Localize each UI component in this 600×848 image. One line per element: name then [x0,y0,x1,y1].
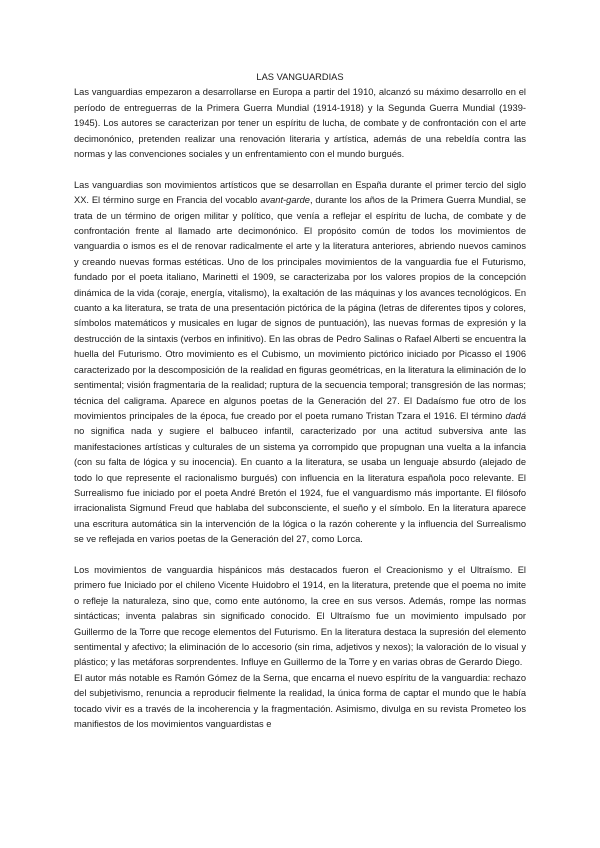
paragraph-movements [74,178,526,548]
italic-term-dada: dadá [505,410,526,421]
paragraph-text: Los movimientos de vanguardia hispánicos más destacados fueron el Creacionismo y el Ultraísmo. El primero fue Iniciado por el chileno Vicente Huidobro el 1914, en la literatura, pretende que el poema no imite o refleje la naturaleza, sino que, como ente autónomo, la cree en sus versos. Además, rompe las normas sintácticas; inventa palabras sin significado conocido. El Ultraísmo fue un movimiento impulsado por Guillermo de la Torre que recoge elementos del Futurismo. En la literatura destaca la supresión del elemento sentimental y afectivo; la eliminación de lo accesorio (sin rima, adjetivos y nexos); la valoración de lo visual y plástico; y las metáforas sorprendentes. Influye en Guillermo de la Torre y en varias obras de Gerardo Diego. [74,564,526,668]
paragraph-text: Las vanguardias empezaron a desarrollarse en Europa a partir del 1910, alcanzó su máximo desarrollo en el período de entreguerras de la Primera Guerra Mundial (1914-1918) y la Segunda Guerra Mundial (1939-1945). Los autores se caracterizan por tener un espíritu de lucha, de combate y de confrontación con el arte decimonónico, pretenden realizar una renovación literaria y artística, además de una rebeldía contra las normas y las convenciones sociales y un enfrentamiento con el mundo burgués. [74,87,526,160]
italic-term-avant-garde: avant-garde [260,195,310,206]
paragraph-text: , durante los años de la Primera Guerra Mundial, se trata de un término de origen militar y político, que venía a reflejar el espíritu de lucha, de combate y de confrontación frente al llamado arte decimonónico. El propósito común de todos los movimientos de vanguardia o ismos es el de renovar radicalmente el arte y la literatura anteriores, abriendo nuevos caminos y creando nuevas formas estéticas. Uno de los principales movimientos de la vanguardia fue el Futurismo, fundado por el poeta italiano, Marinetti el 1909, se caracterizaba por los valores propios de la concepción dinámica de la vida (coraje, energía, vitalismo), la exaltación de las máquinas y los avances tecnológicos. En cuanto a ka literatura, se trata de una presentación pictórica de la página (letras de diferentes tipos y colores, símbolos matemáticos y musicales en lugar de signos de puntuación), las nuevas formas de expresión y la destrucción de la sintaxis (verbos en infinitivo). En las obras de Pedro Salinas o Rafael Alberti se encuentra la huella del Futurismo. Otro movimiento es el Cubismo, un movimiento pictórico iniciado por Picasso el 1906 caracterizado por la descomposición de la realidad en figuras geométricas, en la literatura la eliminación de lo sentimental; visión fragmentaria de la realidad; ruptura de la secuencia temporal; transgresión de las normas; técnica del caligrama. Aparece en algunos poetas de la Generación del 27. El Dadaísmo fue otro de los movimientos principales de la época, fue creado por el poeta rumano Tristan Tzara el 1916. El término [74,195,526,421]
document-title: LAS VANGUARDIAS [256,72,344,82]
paragraph-text: Las vanguardias son movimientos artísticos que se desarrollan en España durante el primer tercio del siglo XX. El término surge en Francia del vocablo [74,179,526,206]
paragraph-text: El autor más notable es Ramón Gómez de la Serna, que encarna el nuevo espíritu de la vanguardia: rechazo del subjetivismo, renuncia a reproducir fielmente la realidad, la única forma de captar el mundo que le había tocado vivir es a través de la incoherencia y la fragmentación. Asimismo, divulga en su revista Prometeo los manifiestos de los movimientos vanguardistas e [74,672,526,730]
paragraph-text: no significa nada y sugiere el balbuceo infantil, caracterizado por una actitud subversiva ante las manifestaciones artísticas y culturales de un sistema ya corrompido que propugnan una vuelta a la infancia (con su falta de lógica y su inocencia). En cuanto a la literatura, se usaba un lenguaje absurdo (alejado de todo lo que represente el racionalismo burgués) con influencia en la literatura española poco relevante. El Surrealismo fue iniciado por el poeta André Bretón el 1924, fue el vanguardismo más importante. El filósofo irracionalista Sigmund Freud que hablaba del subconsciente, el sueño y el símbolo. En la literatura aparece una escritura automática sin la intervención de la lógica o la razón coherente y la influencia del Surrealismo se ve reflejada en varios poetas de la Generación del 27, como Lorca. [74,426,526,545]
document-page [74,70,526,732]
paragraph-gap [74,162,526,177]
paragraph-gomez-de-la-serna [74,671,526,733]
paragraph-intro [74,85,526,162]
paragraph-hispanic-movements [74,563,526,671]
paragraph-gap [74,548,526,563]
